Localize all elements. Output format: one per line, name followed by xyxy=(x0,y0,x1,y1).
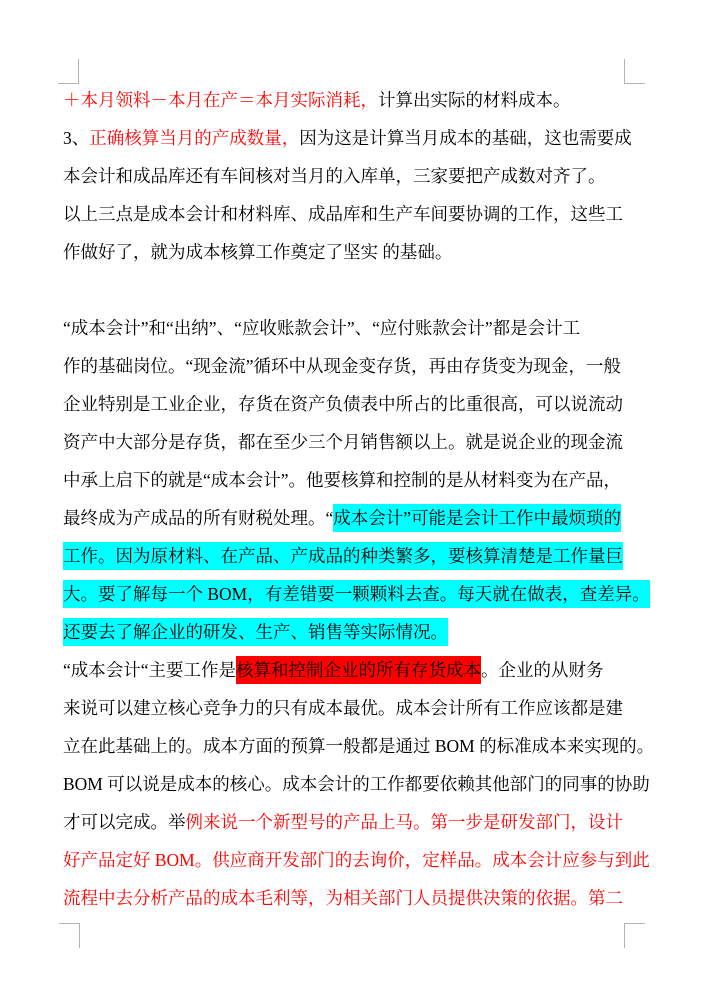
text-run: 作的基础岗位。“现金流”循环中从现金变存货，再由存货变为现金，一般 xyxy=(63,356,622,376)
text-line xyxy=(63,499,628,537)
text-run: “成本会计”和“出纳”、“应收账款会计”、“应付账款会计”都是会计工 xyxy=(63,318,581,338)
blank-line xyxy=(63,271,628,309)
document-body[interactable] xyxy=(63,81,655,917)
text-run: “成本会计“主要工作是 xyxy=(63,660,237,680)
text-run: 作做好了，就为成本核算工作奠定了坚实 的基础。 xyxy=(63,242,453,262)
text-run: 以上三点是成本会计和材料库、成品库和生产车间要协调的工作，这些工 xyxy=(63,204,623,224)
text-run-red: 流程中去分析产品的成本毛利等，为相关部门人员提供决策的依据。第二 xyxy=(63,888,623,908)
text-line xyxy=(63,879,628,917)
text-line xyxy=(63,309,628,347)
crop-mark-bottom-right xyxy=(624,923,645,948)
text-run: 最终成为产成品的所有财税处理。“ xyxy=(63,508,334,528)
text-run: 立在此基础上的。成本方面的预算一般都是通过 BOM 的标准成本来实现的。 xyxy=(63,736,655,756)
text-run-red: 好产品定好 BOM。供应商开发部门的去询价，定样品。成本会计应参与到此 xyxy=(63,850,650,870)
text-line xyxy=(63,575,650,613)
text-line xyxy=(63,689,628,727)
text-run: 才可以完成。举 xyxy=(63,812,186,832)
text-line xyxy=(63,613,628,651)
text-run: 企业特别是工业企业，存货在资产负债表中所占的比重很高，可以说流动 xyxy=(63,394,623,414)
text-run-red-bg: 核算和控制企业的所有存货成本 xyxy=(236,656,481,684)
text-line xyxy=(63,385,628,423)
text-run-red: 例来说一个新型号的产品上马。第一步是研发部门，设计 xyxy=(185,812,623,832)
text-run-red: ＋本月领料－本月在产＝本月实际消耗， xyxy=(63,90,378,110)
text-run: BOM 可以说是成本的核心。成本会计的工作都要依赖其他部门的同事的协助 xyxy=(63,774,650,794)
text-run: 中承上启下的就是“成本会计”。他要核算和控制的是从材料变为在产品， xyxy=(63,470,622,490)
text-line xyxy=(63,423,628,461)
text-line xyxy=(63,765,650,803)
text-line xyxy=(63,81,628,119)
text-line xyxy=(63,841,650,879)
text-run-red: 正确核算当月的产成数量， xyxy=(89,128,300,148)
text-run: 计算出实际的材料成本。 xyxy=(378,90,571,110)
text-run-cyan-bg: 还要去了解企业的研发、生产、销售等实际情况。 xyxy=(63,618,448,646)
text-line xyxy=(63,803,628,841)
text-run: 3、 xyxy=(63,128,90,148)
text-line xyxy=(63,727,655,765)
text-line xyxy=(63,651,628,689)
text-run: 来说可以建立核心竞争力的只有成本最优。成本会计所有工作应该都是建 xyxy=(63,698,623,718)
crop-mark-bottom-left xyxy=(59,923,80,948)
text-line xyxy=(63,157,628,195)
text-line xyxy=(63,119,632,157)
text-run-cyan-bg: 大。要了解每一个 BOM，有差错要一颗颗料去查。每天就在做表，查差异。 xyxy=(63,580,650,608)
text-line xyxy=(63,461,628,499)
text-line xyxy=(63,233,628,271)
text-run-cyan-bg: 成本会计”可能是会计工作中最烦琐的 xyxy=(333,504,621,532)
text-line xyxy=(63,347,628,385)
text-line xyxy=(63,195,628,233)
text-line xyxy=(63,537,628,575)
text-run: 。企业的从财务 xyxy=(481,660,604,680)
text-run: 因为这是计算当月成本的基础，这也需要成 xyxy=(299,128,632,148)
text-run: 本会计和成品库还有车间核对当月的入库单，三家要把产成数对齐了。 xyxy=(63,166,606,186)
text-run: 资产中大部分是存货，都在至少三个月销售额以上。就是说企业的现金流 xyxy=(63,432,623,452)
text-run-cyan-bg: 工作。因为原材料、在产品、产成品的种类繁多，要核算清楚是工作量巨 xyxy=(63,542,623,570)
